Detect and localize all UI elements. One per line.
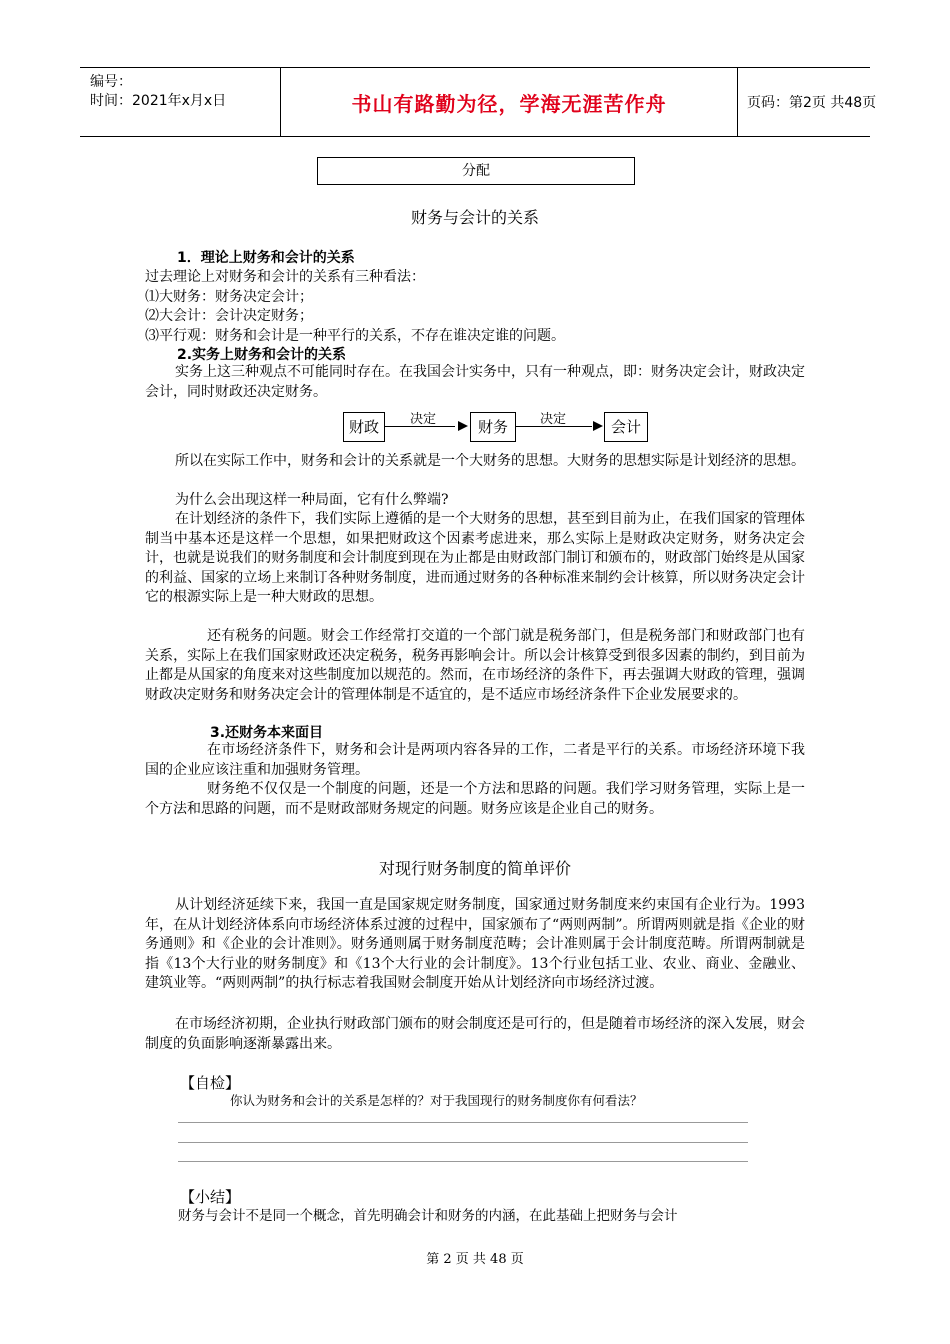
paragraph: 实务上这三种观点不可能同时存在。在我国会计实务中，只有一种观点，即：财务决定会计，财政决定会计，同时财政还决定财务。	[145, 364, 805, 400]
paragraph: 在计划经济的条件下，我们实际上遵循的是一个大财务的思想，甚至到目前为止，在我们国家的管理体制当中基本还是这样一个思想，如果把财政这个因素考虑进来，那么实际上是财政决定财务，财务决定会计，也就是说我们的财务制度和会计制度到现在为止都是由财政部门制订和颁布的，财政部门始终是从国家的利益、国家的立场上来制订各种财务制度，进而通过财务的各种标准来制约会计核算，所以财务决定会计它的根源实际上是一种大财政的思想。	[145, 511, 805, 605]
paragraph: 还有税务的问题。财会工作经常打交道的一个部门就是税务部门，但是税务部门和财政部门也有关系，实际上在我们国家财政还决定税务，税务再影响会计。所以会计核算受到很多因素的制约，到目前为止都是从国家的角度来对这些制度加以规范的。然而，在市场经济的条件下，再去强调大财政的管理，强调财政决定财务和财务决定会计的管理体制是不适宜的，是不适应市场经济条件下企业发展要求的。	[145, 628, 805, 703]
text-line: 过去理论上对财务和会计的关系有三种看法：	[145, 269, 425, 285]
self-check-question: 你认为财务和会计的关系是怎样的？对于我国现行的财务制度你有何看法？	[230, 1093, 643, 1108]
page-header	[80, 67, 877, 137]
subheading-restore: 3.还财务本来面目	[210, 725, 324, 741]
boxed-title: 分配	[317, 157, 635, 185]
paragraph: 在市场经济条件下，财务和会计是两项内容各异的工作，二者是平行的关系。市场经济环境下我国的企业应该注重和加强财务管理。	[145, 742, 805, 778]
summary-text: 财务与会计不是同一个概念，首先明确会计和财务的内涵，在此基础上把财务与会计	[178, 1208, 678, 1224]
header-meta	[80, 68, 280, 136]
text-line: ⑴大财务：财务决定会计；	[145, 289, 313, 305]
arrow-head-icon	[458, 421, 468, 431]
subheading-practice: 2.实务上财务和会计的关系	[177, 347, 347, 363]
summary-label: 【小结】	[180, 1188, 241, 1206]
flow-node-finance-gov: 财政	[343, 412, 385, 442]
text-line: ⑶平行观：财务和会计是一种平行的关系，不存在谁决定谁的问题。	[145, 328, 565, 344]
self-check-label: 【自检】	[180, 1074, 241, 1092]
paragraph: 在市场经济初期，企业执行财政部门颁布的财会制度还是可行的，但是随着市场经济的深入发展，财会制度的负面影响逐渐暴露出来。	[145, 1016, 805, 1052]
answer-line	[178, 1161, 748, 1162]
subheading-theory: 1．理论上财务和会计的关系	[177, 250, 355, 266]
paragraph: 从计划经济延续下来，我国一直是国家规定财务制度，国家通过财务制度来约束国有企业行为。1993年，在从计划经济体系向市场经济体系过渡的过程中，国家颁布了“两则两制”。所谓两则就是指《企业的财务通则》和《企业的会计准则》。财务通则属于财务制度范畴；会计准则属于会计制度范畴。所谓两制就是指《13个大行业的财务制度》和《13个大行业的会计制度》。13个行业包括工业、农业、商业、金融业、建筑业等。“两则两制”的执行标志着我国财会制度开始从计划经济向市场经济过渡。	[145, 897, 805, 991]
paragraph: 为什么会出现这样一种局面，它有什么弊端?	[175, 492, 449, 508]
flow-node-finance: 财务	[470, 412, 516, 442]
answer-line	[178, 1122, 748, 1123]
header-motto: 书山有路勤为径，学海无涯苦作舟	[280, 68, 738, 136]
page-footer: 第 2 页 共 48 页	[426, 1252, 524, 1267]
flow-node-accounting: 会计	[604, 412, 648, 442]
section-title-evaluation: 对现行财务制度的简单评价	[378, 859, 571, 878]
flow-diagram	[340, 412, 650, 444]
header-page-info: 页码：第2页 共48页	[747, 95, 877, 111]
document-time: 时间：2021年x月x日	[90, 93, 227, 109]
flow-edge-label: 决定	[410, 412, 437, 427]
text-line: ⑵大会计：会计决定财务；	[145, 308, 313, 324]
paragraph: 所以在实际工作中，财务和会计的关系就是一个大财务的思想。大财务的思想实际是计划经济的思想。	[175, 453, 805, 469]
paragraph: 财务绝不仅仅是一个制度的问题，还是一个方法和思路的问题。我们学习财务管理，实际上是一个方法和思路的问题，而不是财政部财务规定的问题。财务应该是企业自己的财务。	[145, 781, 805, 817]
arrow-head-icon	[593, 421, 603, 431]
answer-line	[178, 1142, 748, 1143]
section-title-relationship: 财务与会计的关系	[410, 208, 539, 227]
document-number: 编号：	[90, 74, 132, 90]
flow-edge-label: 决定	[540, 412, 567, 427]
